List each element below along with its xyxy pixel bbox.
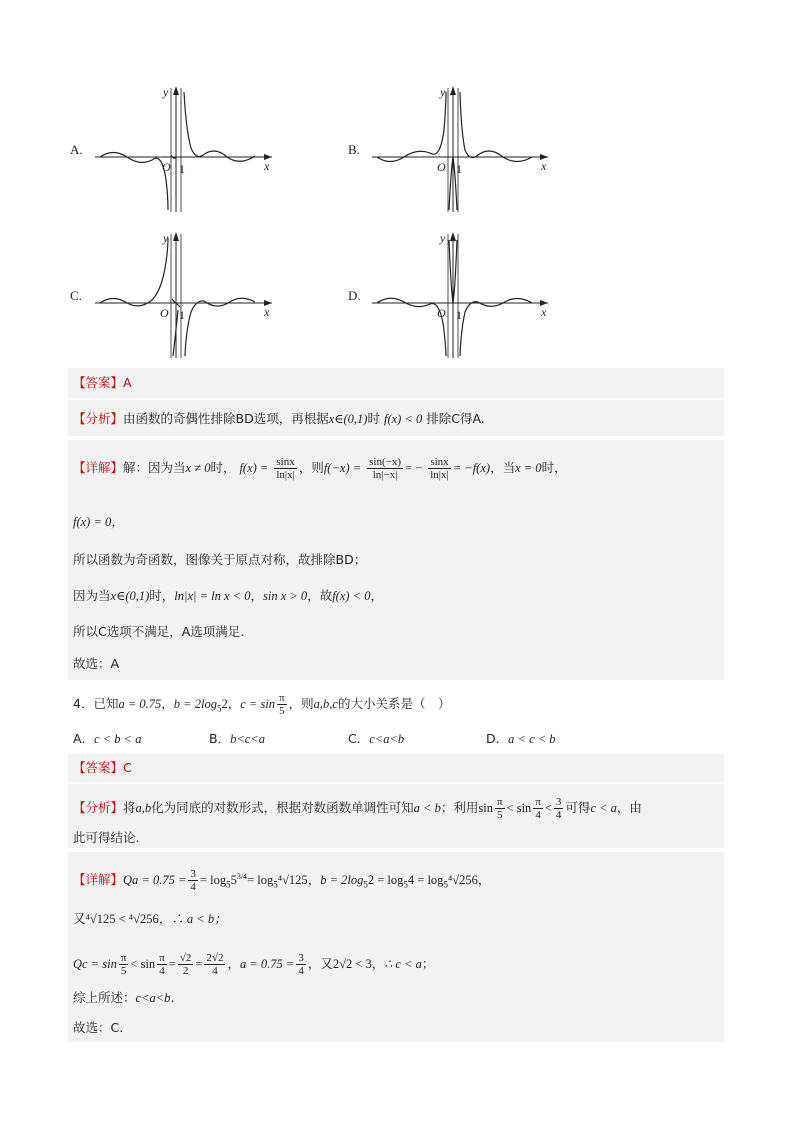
fraction-denominator: 4	[298, 965, 304, 977]
fraction-denominator: 4	[555, 809, 562, 821]
analysis-text: 可得	[565, 800, 591, 815]
choice-a[interactable]	[73, 729, 141, 747]
origin-label: O	[160, 306, 169, 320]
detail-row-4	[73, 588, 383, 604]
stem-text: ，	[161, 696, 174, 711]
option-label: B.	[348, 142, 360, 157]
analysis-row-2: 此可得结论.	[73, 830, 140, 845]
math-expr: a = 0.75 =	[239, 957, 295, 971]
fraction	[428, 456, 450, 481]
fraction-numerator: π	[159, 952, 165, 964]
choice-key: B．	[209, 731, 231, 746]
tick-one-label: 1	[179, 308, 185, 322]
fraction-denominator: 5	[497, 809, 503, 821]
detail-row-5: 所以C选项不满足，A选项满足.	[73, 624, 245, 639]
math-expr: c = sin	[240, 697, 276, 711]
fraction	[296, 952, 306, 977]
detail-tag: 【详解】	[73, 872, 124, 887]
math-expr: 4 = log	[407, 873, 444, 887]
math-expr: ln|x| = ln x < 0	[174, 589, 251, 603]
x-axis-label: x	[541, 159, 547, 173]
analysis-text: 时	[367, 411, 380, 426]
detail-row-6: 故选：A	[73, 656, 120, 671]
analysis-tag: 【分析】	[73, 800, 124, 815]
detail-text: 时，	[210, 460, 236, 475]
option-label: A.	[70, 142, 83, 157]
fraction-denominator: 4	[159, 965, 165, 977]
fraction	[119, 952, 129, 977]
math-expr: = log	[247, 873, 274, 887]
function-graph-d	[0, 0, 794, 360]
detail-text: ，则	[298, 460, 324, 475]
fraction-denominator: 4	[212, 965, 218, 977]
stem-text: ，	[227, 696, 241, 711]
log-base: 5	[216, 703, 222, 714]
y-axis-label: y	[440, 231, 446, 245]
tick-one-label: 1	[456, 308, 462, 322]
detail-text: 时，	[149, 588, 175, 603]
answer-value: A	[123, 375, 132, 390]
analysis-row	[73, 411, 485, 427]
analysis-text: 由函数的奇偶性排除BD选项，再根据	[123, 411, 329, 426]
fraction-denominator: ln|x|	[276, 469, 295, 481]
math-expr: 2 = log	[367, 873, 404, 887]
math-radical: ⁴√125	[277, 873, 308, 887]
math-expr: x ≠ 0	[185, 461, 211, 475]
detail-row-1	[73, 456, 567, 481]
question-4-stem	[73, 692, 450, 717]
fraction-numerator: π	[279, 692, 285, 704]
log-base: 5	[273, 879, 278, 890]
math-expr: <	[544, 801, 552, 815]
analysis-tag: 【分析】	[73, 411, 124, 426]
math-expr: 2	[221, 697, 228, 711]
choice-key: C．	[348, 731, 370, 746]
math-expr: Qa = 0.75 =	[123, 873, 187, 887]
tick-one-label: 1	[179, 162, 185, 176]
analysis-text: 将	[123, 800, 136, 815]
fraction-denominator: 4	[190, 881, 196, 893]
stem-text: ，则	[288, 696, 314, 711]
answer-row	[73, 760, 132, 776]
math-expr: =	[168, 957, 176, 971]
origin-label: O	[437, 160, 446, 174]
choice-text: c<a<b	[369, 732, 405, 746]
fraction	[495, 796, 505, 821]
log-base: 5	[363, 879, 368, 890]
fraction-denominator: 5	[120, 965, 127, 977]
detail-text: ；	[421, 956, 435, 971]
detail-row-3	[73, 952, 434, 977]
option-label: D.	[348, 288, 361, 303]
fraction-numerator: 3	[298, 952, 304, 964]
fraction-numerator: π	[120, 952, 127, 964]
math-inequality: f(x) < 0	[383, 412, 423, 426]
math-expr: a < b	[413, 801, 441, 815]
detail-text: ，	[370, 588, 383, 603]
math-expr: ∴ c < a	[384, 957, 422, 971]
math-expr: sin	[478, 801, 493, 815]
detail-text: ，故	[307, 588, 333, 603]
fraction	[204, 952, 225, 977]
choice-text: a < c < b	[508, 732, 556, 746]
detail-text: 又	[73, 911, 86, 926]
answer-band	[68, 754, 724, 782]
x-axis-label: x	[264, 305, 270, 319]
math-expr: f(x) =	[239, 461, 269, 475]
answer-band	[68, 368, 724, 398]
fraction-numerator: π	[535, 796, 541, 808]
fraction-denominator: ln|−x|	[372, 469, 398, 481]
y-axis-label: y	[440, 85, 446, 99]
analysis-text: 化为同底的对数形式，根据对数函数单调性可知	[151, 800, 414, 815]
answer-value: C	[123, 760, 132, 775]
detail-text: ，当	[490, 460, 516, 475]
fraction-numerator: 3	[555, 796, 562, 808]
fraction-denominator: 2	[182, 965, 189, 977]
math-expr: b = 2log	[320, 873, 364, 887]
y-axis-label: y	[163, 231, 169, 245]
detail-text: 解：因为当	[123, 460, 186, 475]
choice-text: b<c<a	[230, 732, 265, 746]
origin-label: O	[437, 306, 446, 320]
fraction-numerator: sinx	[274, 456, 296, 469]
math-expr: = log	[199, 873, 227, 887]
fraction-numerator: 3	[190, 868, 196, 880]
math-expr: 2√2 < 3	[332, 957, 372, 971]
fraction	[178, 952, 194, 977]
math-expr: a,b	[135, 801, 152, 815]
fraction	[274, 456, 296, 481]
math-expr: c < a	[590, 801, 617, 815]
analysis-text: ，由	[616, 800, 642, 815]
analysis-row	[73, 796, 642, 821]
detail-text: ，	[477, 872, 491, 887]
fraction	[367, 456, 403, 481]
log-base: 5	[443, 879, 448, 890]
fraction-numerator: π	[496, 796, 503, 808]
math-interval: x∈(0,1)	[110, 589, 150, 603]
fraction-numerator: sinx	[428, 456, 450, 469]
detail-row-5: 故选：C.	[73, 1020, 124, 1035]
choice-d[interactable]	[486, 729, 556, 747]
fraction	[277, 692, 287, 717]
fraction-denominator: ln|x|	[430, 469, 449, 481]
math-expr: x = 0	[515, 461, 542, 475]
x-axis-label: x	[541, 305, 547, 319]
fraction	[157, 952, 167, 977]
analysis-text: 排除C得A.	[426, 411, 485, 426]
math-expr: 5	[230, 873, 237, 887]
stem-text: 的大小关系是（ ）	[337, 696, 451, 711]
detail-row-3: 所以函数为奇函数，图像关于原点对称，故排除BD；	[73, 552, 367, 567]
answer-tag: 【答案】	[73, 375, 124, 390]
math-expr: ，∴ a < b；	[158, 912, 227, 926]
math-expr: Qc = sin	[73, 957, 117, 971]
log-base: 5	[403, 879, 408, 890]
math-expr: = −f(x)	[452, 461, 491, 475]
math-expr: b = 2log	[173, 697, 217, 711]
math-expr: = −	[405, 461, 423, 475]
answer-tag: 【答案】	[73, 760, 124, 775]
math-expr: < sin	[506, 801, 532, 815]
math-expr: < sin	[130, 957, 156, 971]
math-radical: ⁴√256	[447, 873, 478, 887]
detail-row-2: f(x) = 0，	[73, 515, 124, 529]
choice-key: D．	[486, 731, 509, 746]
detail-text: ，	[250, 588, 263, 603]
analysis-text: ；利用	[440, 800, 479, 815]
math-expr: a = 0.75	[118, 697, 162, 711]
stem-text: 4．已知	[73, 696, 119, 711]
fraction-denominator: 4	[535, 809, 541, 821]
detail-tag: 【详解】	[73, 460, 124, 475]
choice-b[interactable]	[209, 729, 265, 747]
fraction	[533, 796, 543, 821]
detail-text: ，	[371, 956, 385, 971]
detail-text: 综上所述：	[73, 990, 136, 1005]
math-expr: sin x > 0	[262, 589, 308, 603]
answer-row	[73, 375, 132, 391]
fraction	[554, 796, 564, 821]
origin-label: O	[162, 160, 171, 174]
choice-c[interactable]	[348, 729, 404, 747]
math-expr: a,b,c	[313, 697, 338, 711]
detail-row-2	[73, 911, 227, 927]
fraction-denominator: 5	[279, 705, 285, 717]
math-expr: f(−x) =	[323, 461, 362, 475]
fraction-numerator: sin(−x)	[369, 456, 402, 468]
x-axis-label: x	[264, 159, 270, 173]
tick-one-label: 1	[456, 162, 462, 176]
detail-text: ，	[227, 956, 240, 971]
log-base: 5	[226, 879, 231, 890]
detail-text: .	[170, 990, 175, 1005]
detail-text: 时，	[541, 460, 567, 475]
detail-row-1	[73, 868, 490, 893]
math-expr: f(x) < 0	[332, 589, 371, 603]
detail-text: ，又	[307, 956, 333, 971]
choice-text: c < b < a	[94, 732, 142, 746]
choice-key: A．	[73, 731, 95, 746]
math-interval: x∈(0,1)	[328, 412, 368, 426]
option-label: C.	[70, 288, 82, 303]
fraction	[188, 868, 198, 893]
fraction-numerator: √2	[179, 952, 192, 964]
math-expr: =	[195, 957, 203, 971]
y-axis-label: y	[163, 85, 169, 99]
exponent: 3/4	[236, 871, 248, 881]
math-expr: c<a<b	[135, 991, 171, 1005]
detail-text: ，	[307, 872, 321, 887]
detail-text: 因为当	[73, 588, 111, 603]
math-expr: ⁴√125 < ⁴√256	[85, 912, 159, 926]
detail-row-4	[73, 990, 174, 1006]
fraction-numerator: 2√2	[206, 952, 224, 964]
